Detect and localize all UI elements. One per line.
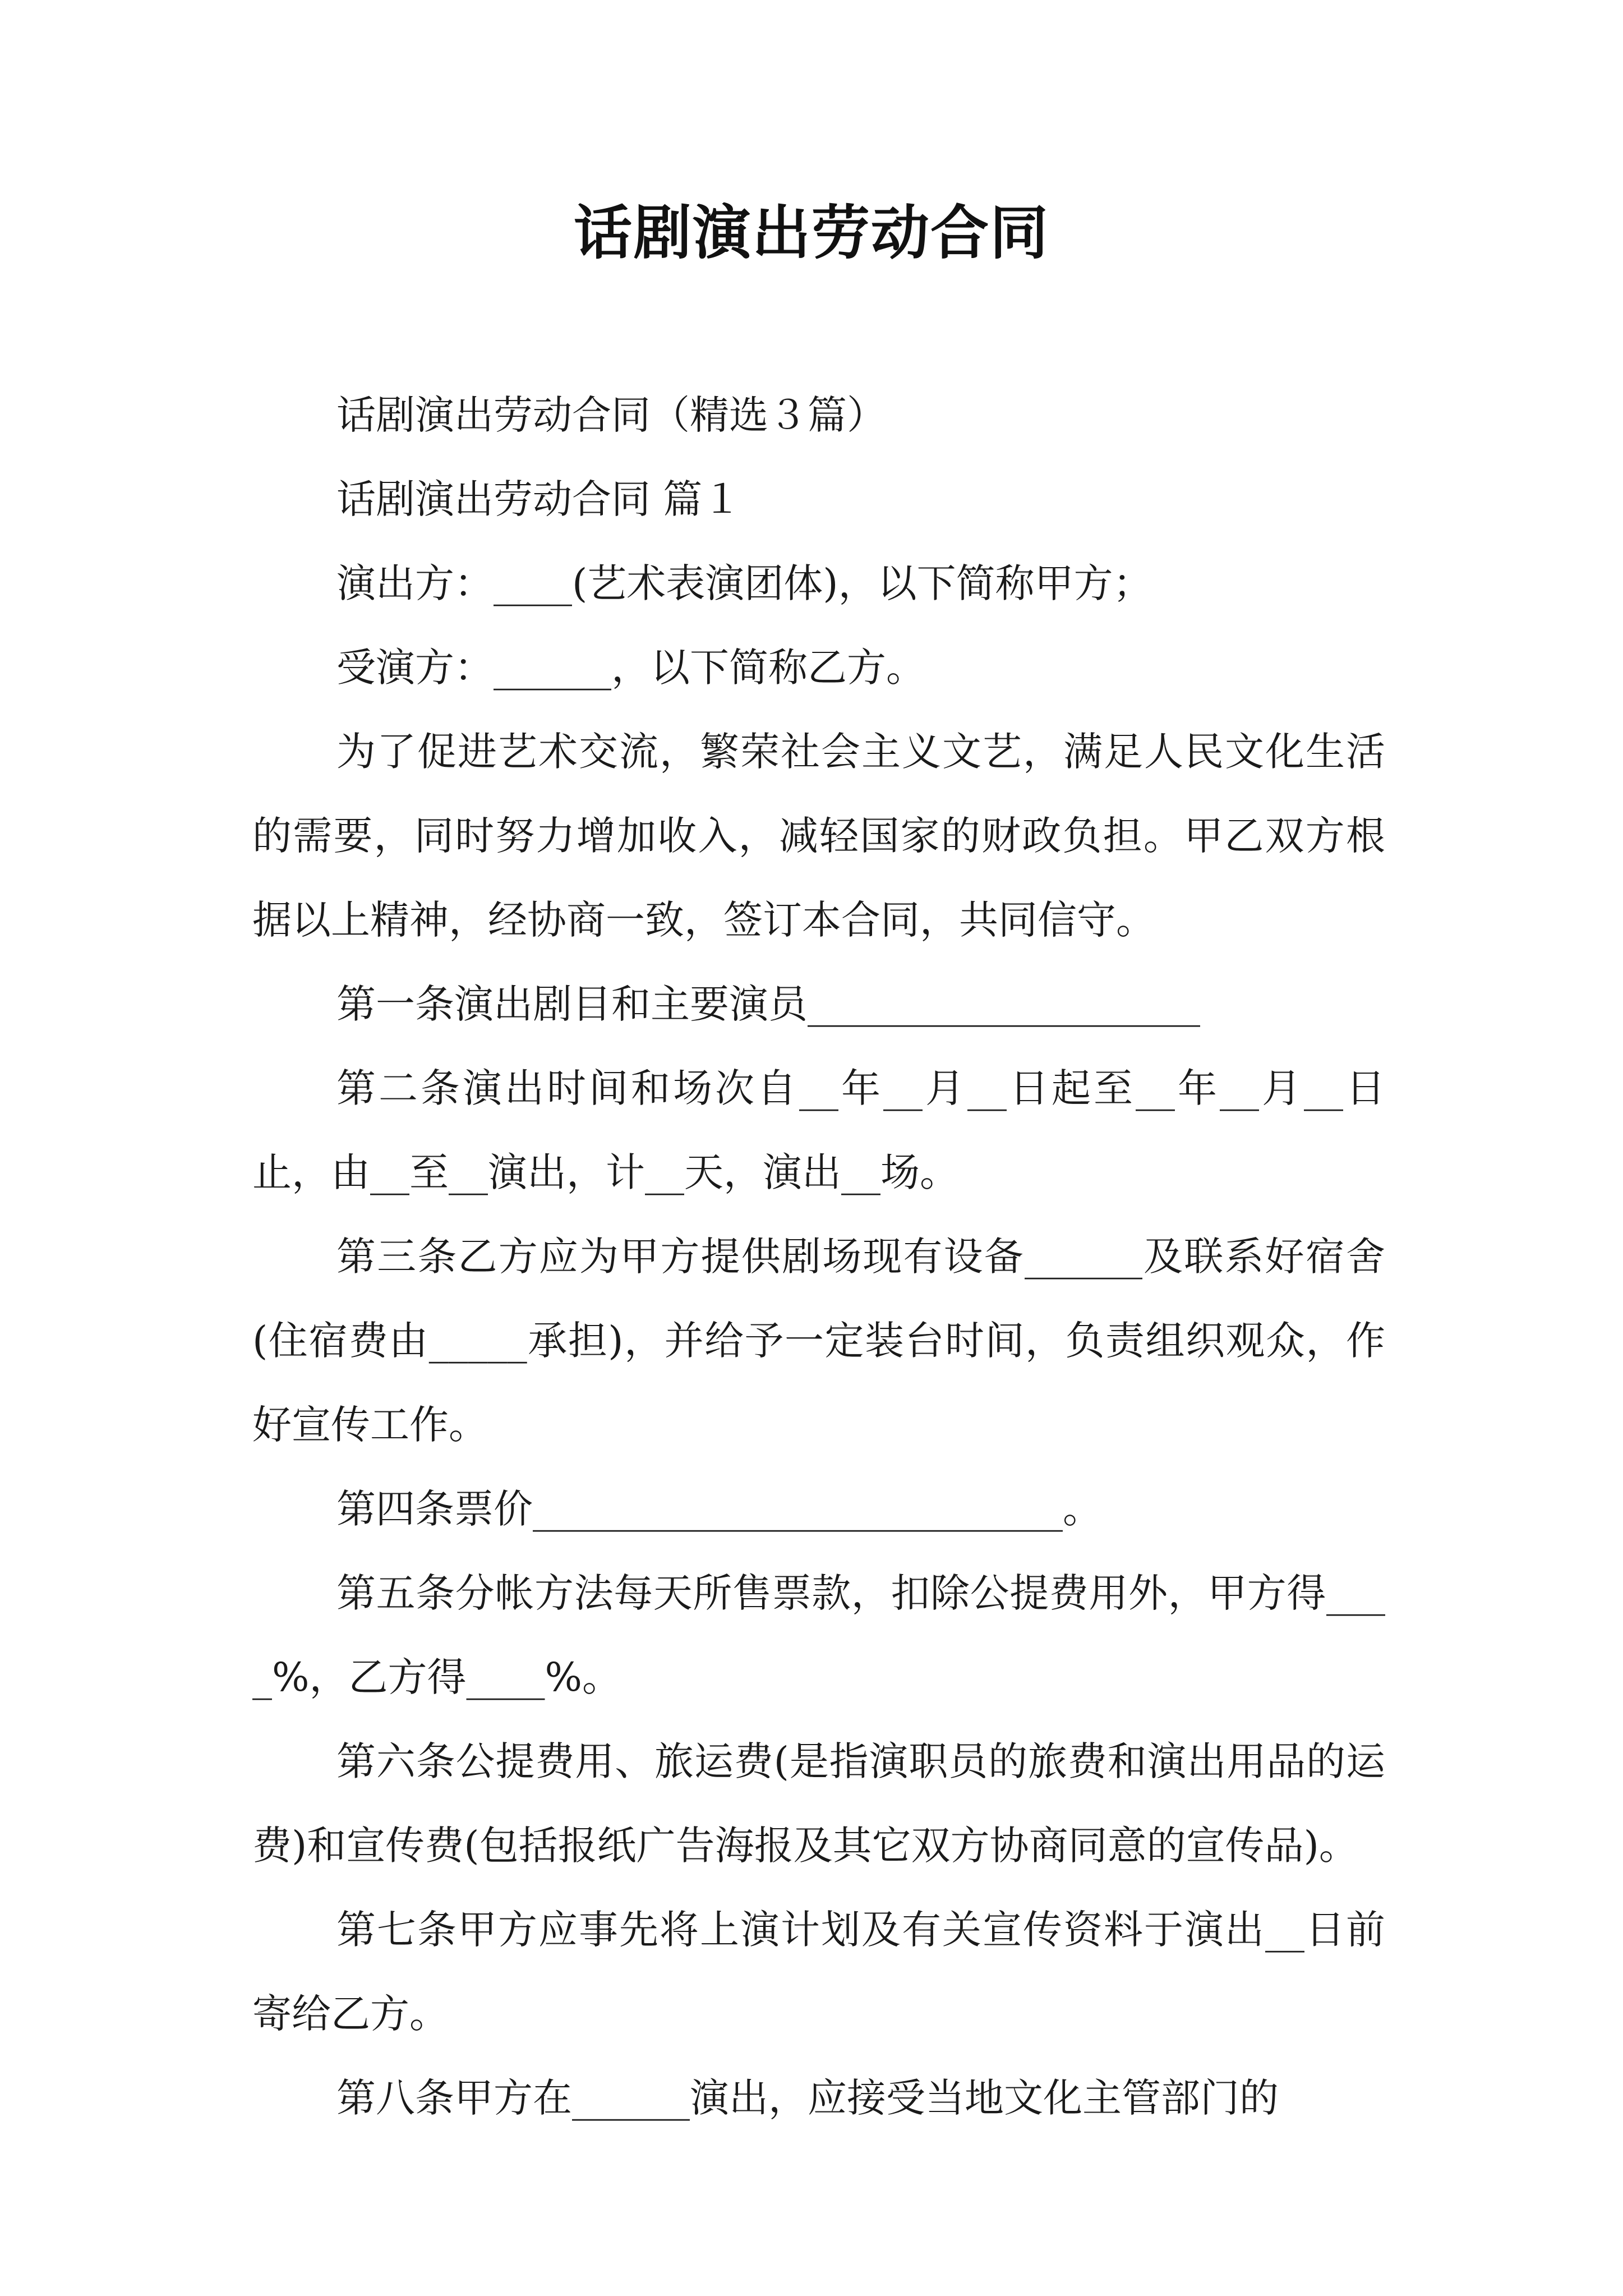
- paragraph-party-a: 演出方：____(艺术表演团体)，以下简称甲方；: [336, 560, 1152, 606]
- paragraph-article-1: 第一条演出剧目和主要演员____________________: [336, 981, 1200, 1027]
- paragraph-article-2: 第二条演出时间和场次自__年__月__日起至__年__月__日止，由__至__演出，计__天，演出__场。: [252, 1065, 1385, 1195]
- document-body: [252, 373, 1385, 2140]
- paragraph-subtitle: 话剧演出劳动合同（精选３篇）: [336, 392, 886, 438]
- paragraph-article-4: 第四条票价___________________________。: [336, 1486, 1102, 1532]
- paragraph-preamble: 为了促进艺术交流，繁荣社会主义文艺，满足人民文化生活的需要，同时努力增加收入，减轻国家的财政负担。甲乙双方根据以上精神，经协商一致，签订本合同，共同信守。: [252, 729, 1385, 943]
- paragraph-article-7: 第七条甲方应事先将上演计划及有关宣传资料于演出__日前寄给乙方。: [252, 1907, 1385, 2037]
- paragraph-section-heading: 话剧演出劳动合同 篇１: [336, 476, 742, 522]
- paragraph-article-3: 第三条乙方应为甲方提供剧场现有设备______及联系好宿舍(住宿费由_____承担)，并给予一定装台时间，负责组织观众，作好宣传工作。: [252, 1234, 1385, 1448]
- document-title: 话剧演出劳动合同: [573, 199, 1049, 267]
- paragraph-article-8: 第八条甲方在______演出，应接受当地文化主管部门的: [336, 2075, 1279, 2121]
- paragraph-article-6: 第六条公提费用、旅运费(是指演职员的旅费和演出用品的运费)和宣传费(包括报纸广告海报及其它双方协商同意的宣传品)。: [252, 1738, 1385, 1869]
- paragraph-party-b: 受演方：______，以下简称乙方。: [336, 645, 925, 691]
- paragraph-article-5: 第五条分帐方法每天所售票款，扣除公提费用外，甲方得____%，乙方得____%。: [252, 1570, 1385, 1700]
